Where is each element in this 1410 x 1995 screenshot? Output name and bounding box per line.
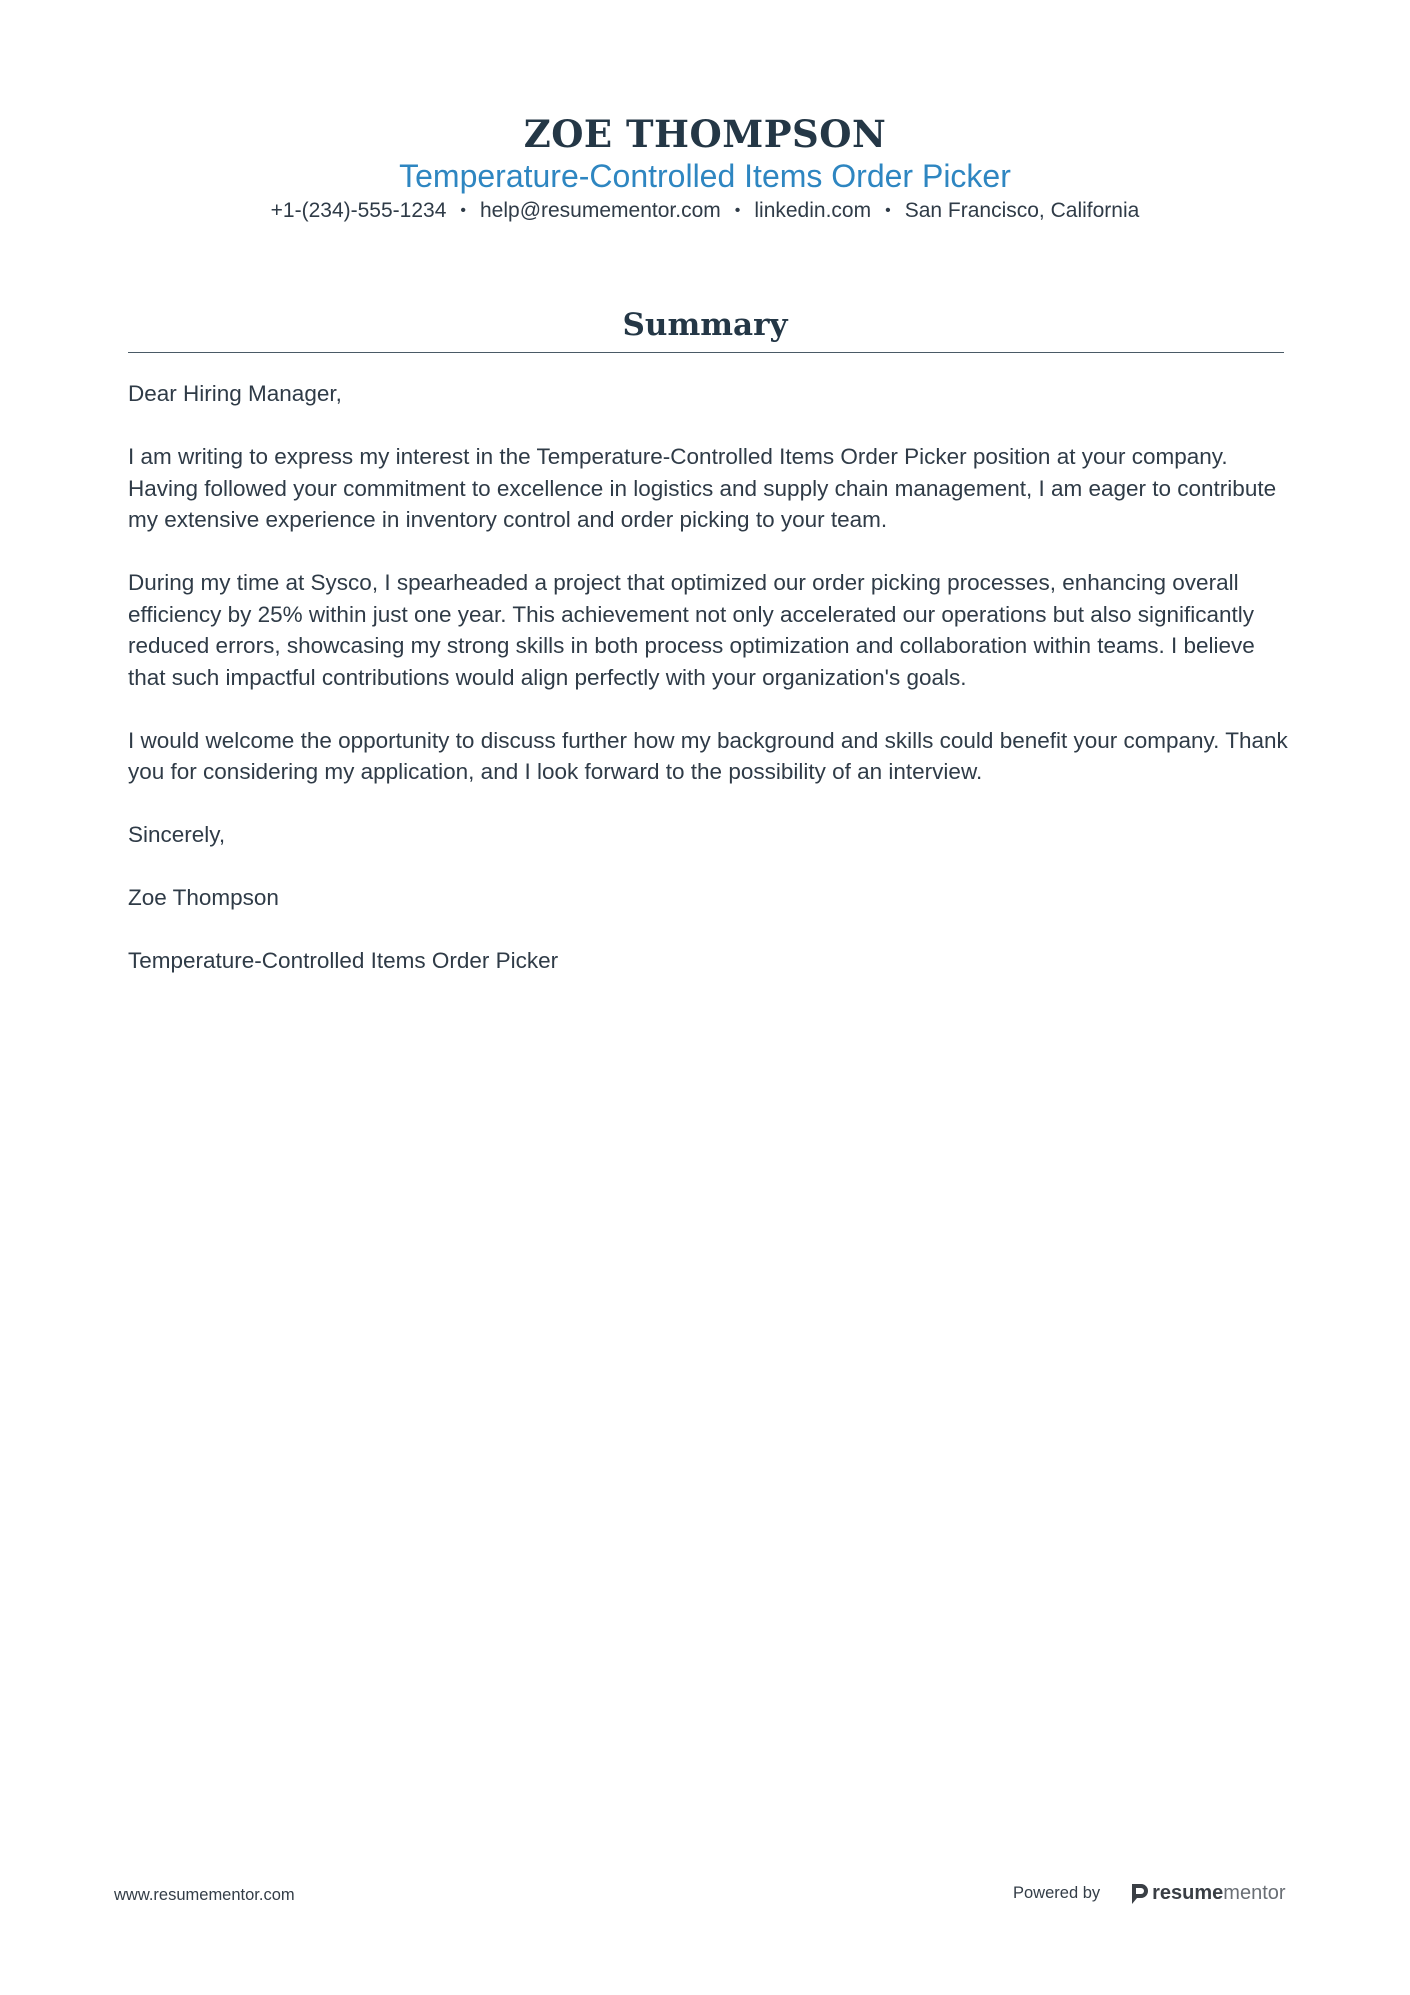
letter-closing: Sincerely, xyxy=(128,822,226,847)
section-title-summary: Summary xyxy=(622,307,788,343)
contact-phone: +1-(234)-555-1234 xyxy=(270,199,447,222)
letter-paragraph: I am writing to express my interest in the Temperature-Controlled Items Order Picker position at your company. Having followed your commitment to excellence in logistics and supply chain management, I am eager to contribute my extensive experience in inventory control and order picking to your team. xyxy=(128,444,1277,532)
logo-text-mentor: mentor xyxy=(1223,1882,1286,1904)
letter-paragraph: During my time at Sysco, I spearheaded a project that optimized our order picking processes, enhancing overall efficiency by 25% within just one year. This achievement not only accelerated our operations but also significantly reduced errors, showcasing my strong skills in both process optimization and collaboration within teams. I believe that such impactful contributions would align perfectly with your organization's goals. xyxy=(128,570,1255,690)
contact-linkedin: linkedin.com xyxy=(754,199,872,222)
letter-greeting: Dear Hiring Manager, xyxy=(128,381,342,406)
candidate-name: ZOE THOMPSON xyxy=(523,112,887,156)
contact-email: help@resumementor.com xyxy=(479,199,721,222)
logo-text-resume: resume xyxy=(1152,1882,1224,1904)
cover-letter-body xyxy=(128,378,1288,1008)
resumementor-logo[interactable] xyxy=(1130,1882,1285,1905)
contact-separator: • xyxy=(734,202,741,219)
contact-separator: • xyxy=(460,202,466,219)
resumementor-logo-icon xyxy=(1130,1884,1148,1904)
signature-title: Temperature-Controlled Items Order Picker xyxy=(128,948,559,973)
contact-line xyxy=(0,196,1410,226)
signature-name: Zoe Thompson xyxy=(128,885,279,910)
footer-website[interactable]: www.resumementor.com xyxy=(114,1886,295,1904)
section-divider xyxy=(128,352,1284,353)
resume-header xyxy=(0,112,1410,226)
letter-paragraph: I would welcome the opportunity to discuss further how my background and skills could benefit your company. Thank you for considering my application, and I look forward to the possibility of an interview. xyxy=(128,727,1288,784)
job-title: Temperature-Controlled Items Order Picker xyxy=(399,158,1011,194)
contact-location: San Francisco, California xyxy=(904,199,1140,222)
footer-powered-by xyxy=(1013,1882,1286,1905)
contact-separator: • xyxy=(885,202,891,219)
powered-by-label: Powered by xyxy=(1013,1884,1101,1902)
